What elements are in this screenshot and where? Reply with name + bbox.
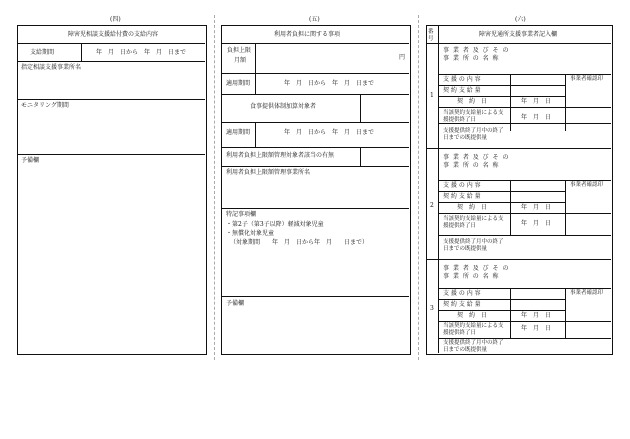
mgmt-office-label: 利用者負担上限額管理事業所名: [226, 169, 311, 176]
entry-3-used-label: 支援提供終了月中の終了日までの既提供量: [443, 340, 504, 353]
entry-2-contract-date: 年 月 日: [521, 204, 552, 211]
entry-1-used-label: 支援提供終了月中の終了日までの既提供量: [443, 128, 504, 141]
entry-3-confirm-label: 事業者確認印: [570, 290, 604, 296]
apply2-value: 年 月 日から 年 月 日まで: [284, 129, 375, 136]
limit-label-2: 月額: [234, 57, 247, 64]
limit-label-1: 負担上限: [227, 47, 252, 54]
panel-4-title: 障害児相談支援給付費の支給内容: [68, 31, 159, 38]
apply2-label: 適用期間: [226, 129, 251, 136]
panel-6-title: 障害児通所支援事業者記入欄: [479, 31, 558, 38]
entry-3-end-label: 当該契約支給量による支援提供終了日: [443, 323, 504, 336]
entry-3-contract-date: 年 月 日: [521, 312, 552, 319]
entry-3-end-date: 年 月 日: [521, 325, 552, 332]
entry-2-end-label: 当該契約支給量による支援提供終了日: [443, 216, 504, 229]
special-line-2: ・無償化対象児童: [226, 230, 275, 237]
panel-5-label: (五): [309, 16, 320, 23]
entry-1-contract-date: 年 月 日: [521, 98, 552, 105]
panel-6-label: (六): [515, 16, 526, 23]
entry-3-support-label: 支 援 の 内 容: [443, 290, 481, 297]
entry-2-used-label: 支援提供終了月中の終了日までの既提供量: [443, 239, 504, 252]
remarks-label: 予備欄: [21, 157, 40, 164]
entry-3-contract-label: 契 約 支 給 量: [443, 301, 481, 308]
remarks-label-5: 予備欄: [226, 300, 245, 307]
entry-2-contract-date-label: 契 約 日: [457, 204, 488, 211]
special-title: 特記事項欄: [226, 211, 257, 218]
panel-6: [426, 25, 613, 355]
entry-3-contract-date-label: 契 約 日: [457, 312, 488, 319]
panel-4: [17, 25, 207, 355]
entry-2-contract-label: 契 約 支 給 量: [443, 193, 481, 200]
limit-unit: 円: [399, 54, 406, 61]
entry-2-number: 2: [430, 202, 434, 209]
entry-1-support-label: 支 援 の 内 容: [443, 76, 481, 83]
apply-value: 年 月 日から 年 月 日まで: [284, 80, 375, 87]
entry-3-provider-label: 事 業 者 及 び そ の 事 業 所 の 名 称: [443, 265, 510, 280]
entry-1-number: 1: [430, 92, 434, 99]
monitoring-label: モニタリング期間: [21, 102, 69, 109]
mgmt-label: 利用者負担上限額管理対象者該当の有無: [226, 152, 335, 159]
period-value: 年 月 日から 年 月 日まで: [96, 49, 187, 56]
entry-2-confirm-label: 事業者確認印: [570, 182, 604, 188]
entry-1-provider-label: 事 業 者 及 び そ の 事 業 所 の 名 称: [443, 47, 510, 62]
entry-2-end-date: 年 月 日: [521, 220, 552, 227]
entry-1-contract-label: 契 約 支 給 量: [443, 87, 481, 94]
meal-label: 食事提供体制加算対象者: [250, 103, 317, 110]
entry-1-end-date: 年 月 日: [521, 114, 552, 121]
entry-2-provider-label: 事 業 者 及 び そ の 事 業 所 の 名 称: [443, 154, 510, 169]
entry-1-end-label: 当該契約支給量による支援提供終了日: [443, 110, 504, 123]
panel-5-title: 利用者負担に関する事項: [274, 31, 341, 38]
entry-2-support-label: 支 援 の 内 容: [443, 182, 481, 189]
apply-label: 適用期間: [226, 80, 251, 87]
office-label: 指定相談支援事業所名: [21, 64, 82, 71]
panel-4-label: (四): [110, 16, 121, 23]
entry-3-number: 3: [430, 305, 434, 312]
num-header: 番号: [428, 29, 434, 42]
period-label: 支給期間: [30, 49, 55, 56]
entry-1-confirm-label: 事業者確認印: [570, 76, 604, 82]
special-line-1: ・第2子（第3子以降）軽減対象児童: [226, 221, 324, 228]
panel-5: [221, 25, 411, 355]
special-line-3: （対象期間 年 月 日から年 月 日まで）: [230, 239, 369, 246]
entry-1-contract-date-label: 契 約 日: [457, 98, 488, 105]
